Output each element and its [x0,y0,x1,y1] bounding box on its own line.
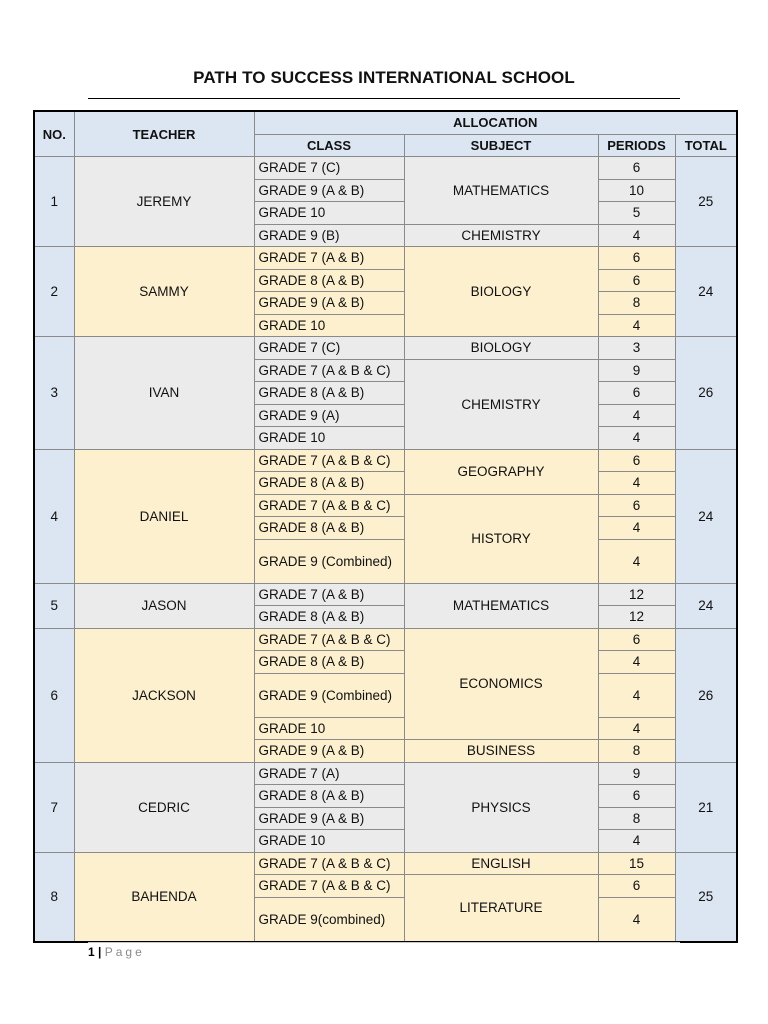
teacher-number-cell: 5 [34,583,74,628]
periods-cell: 4 [598,539,675,583]
periods-cell: 4 [598,717,675,740]
periods-cell: 6 [598,449,675,472]
periods-cell: 9 [598,359,675,382]
class-cell: GRADE 9 (Combined) [254,539,404,583]
class-cell: GRADE 8 (A & B) [254,269,404,292]
total-cell: 24 [675,583,737,628]
periods-cell: 12 [598,583,675,606]
teacher-name-cell: JEREMY [74,157,254,247]
teacher-number-cell: 8 [34,852,74,942]
class-cell: GRADE 10 [254,202,404,225]
teacher-number-cell: 7 [34,762,74,852]
periods-cell: 4 [598,404,675,427]
teacher-name-cell: IVAN [74,337,254,450]
table-row [34,449,737,472]
periods-cell: 4 [598,472,675,495]
periods-cell: 8 [598,740,675,763]
total-cell: 25 [675,852,737,942]
periods-cell: 4 [598,517,675,540]
header-no: NO. [34,111,74,157]
periods-cell: 6 [598,785,675,808]
periods-cell: 12 [598,606,675,629]
total-cell: 21 [675,762,737,852]
table-body [34,157,737,942]
total-cell: 24 [675,449,737,583]
teacher-name-cell: BAHENDA [74,852,254,942]
periods-cell: 15 [598,852,675,875]
header-periods: PERIODS [598,134,675,157]
periods-cell: 10 [598,179,675,202]
teacher-name-cell: SAMMY [74,247,254,337]
table-row [34,628,737,651]
periods-cell: 6 [598,628,675,651]
subject-cell: BIOLOGY [404,337,598,360]
class-cell: GRADE 9 (B) [254,224,404,247]
periods-cell: 4 [598,427,675,450]
subject-cell: ENGLISH [404,852,598,875]
table-row [34,852,737,875]
periods-cell: 4 [598,224,675,247]
allocation-table [33,110,738,943]
class-cell: GRADE 7 (A & B & C) [254,875,404,898]
class-cell: GRADE 7 (C) [254,337,404,360]
class-cell: GRADE 7 (A & B & C) [254,628,404,651]
subject-cell: CHEMISTRY [404,224,598,247]
periods-cell: 5 [598,202,675,225]
periods-cell: 4 [598,830,675,853]
class-cell: GRADE 7 (A) [254,762,404,785]
periods-cell: 6 [598,157,675,180]
class-cell: GRADE 7 (A & B & C) [254,494,404,517]
teacher-number-cell: 1 [34,157,74,247]
teacher-number-cell: 2 [34,247,74,337]
class-cell: GRADE 9 (A & B) [254,292,404,315]
teacher-name-cell: JASON [74,583,254,628]
class-cell: GRADE 9 (Combined) [254,673,404,717]
total-cell: 24 [675,247,737,337]
header-total: TOTAL [675,134,737,157]
class-cell: GRADE 10 [254,717,404,740]
periods-cell: 6 [598,875,675,898]
class-cell: GRADE 8 (A & B) [254,785,404,808]
periods-cell: 9 [598,762,675,785]
document-title: PATH TO SUCCESS INTERNATIONAL SCHOOL [193,68,575,87]
total-cell: 26 [675,628,737,762]
subject-cell: ECONOMICS [404,628,598,740]
class-cell: GRADE 8 (A & B) [254,651,404,674]
teacher-name-cell: CEDRIC [74,762,254,852]
periods-cell: 8 [598,292,675,315]
header-class: CLASS [254,134,404,157]
class-cell: GRADE 7 (A & B) [254,247,404,270]
class-cell: GRADE 10 [254,830,404,853]
teacher-name-cell: DANIEL [74,449,254,583]
periods-cell: 4 [598,651,675,674]
periods-cell: 4 [598,673,675,717]
total-cell: 26 [675,337,737,450]
subject-cell: CHEMISTRY [404,359,598,449]
class-cell: GRADE 9 (A & B) [254,179,404,202]
class-cell: GRADE 10 [254,314,404,337]
subject-cell: BIOLOGY [404,247,598,337]
class-cell: GRADE 10 [254,427,404,450]
page-number: 1 [88,945,95,959]
teacher-name-cell: JACKSON [74,628,254,762]
periods-cell: 6 [598,382,675,405]
periods-cell: 3 [598,337,675,360]
periods-cell: 6 [598,269,675,292]
class-cell: GRADE 8 (A & B) [254,382,404,405]
class-cell: GRADE 7 (C) [254,157,404,180]
title-underline [88,98,680,99]
subject-cell: MATHEMATICS [404,157,598,225]
table-row [34,157,737,180]
periods-cell: 8 [598,807,675,830]
class-cell: GRADE 7 (A & B & C) [254,449,404,472]
class-cell: GRADE 8 (A & B) [254,472,404,495]
class-cell: GRADE 7 (A & B & C) [254,359,404,382]
subject-cell: HISTORY [404,494,598,583]
teacher-number-cell: 3 [34,337,74,450]
class-cell: GRADE 8 (A & B) [254,517,404,540]
footer-separator: | [98,945,102,959]
periods-cell: 4 [598,897,675,942]
table-row [34,583,737,606]
class-cell: GRADE 7 (A & B) [254,583,404,606]
class-cell: GRADE 9(combined) [254,897,404,942]
teacher-number-cell: 4 [34,449,74,583]
subject-cell: GEOGRAPHY [404,449,598,494]
periods-cell: 6 [598,247,675,270]
class-cell: GRADE 9 (A & B) [254,740,404,763]
class-cell: GRADE 9 (A) [254,404,404,427]
header-allocation: ALLOCATION [254,111,737,134]
page-label: Page [104,945,145,959]
class-cell: GRADE 7 (A & B & C) [254,852,404,875]
table-row [34,762,737,785]
periods-cell: 6 [598,494,675,517]
table-header [34,111,737,157]
periods-cell: 4 [598,314,675,337]
class-cell: GRADE 9 (A & B) [254,807,404,830]
teacher-number-cell: 6 [34,628,74,762]
header-teacher: TEACHER [74,111,254,157]
class-cell: GRADE 8 (A & B) [254,606,404,629]
page-footer [88,942,680,959]
total-cell: 25 [675,157,737,247]
subject-cell: LITERATURE [404,875,598,942]
subject-cell: PHYSICS [404,762,598,852]
subject-cell: MATHEMATICS [404,583,598,628]
table-row [34,337,737,360]
table-row [34,247,737,270]
header-subject: SUBJECT [404,134,598,157]
subject-cell: BUSINESS [404,740,598,763]
